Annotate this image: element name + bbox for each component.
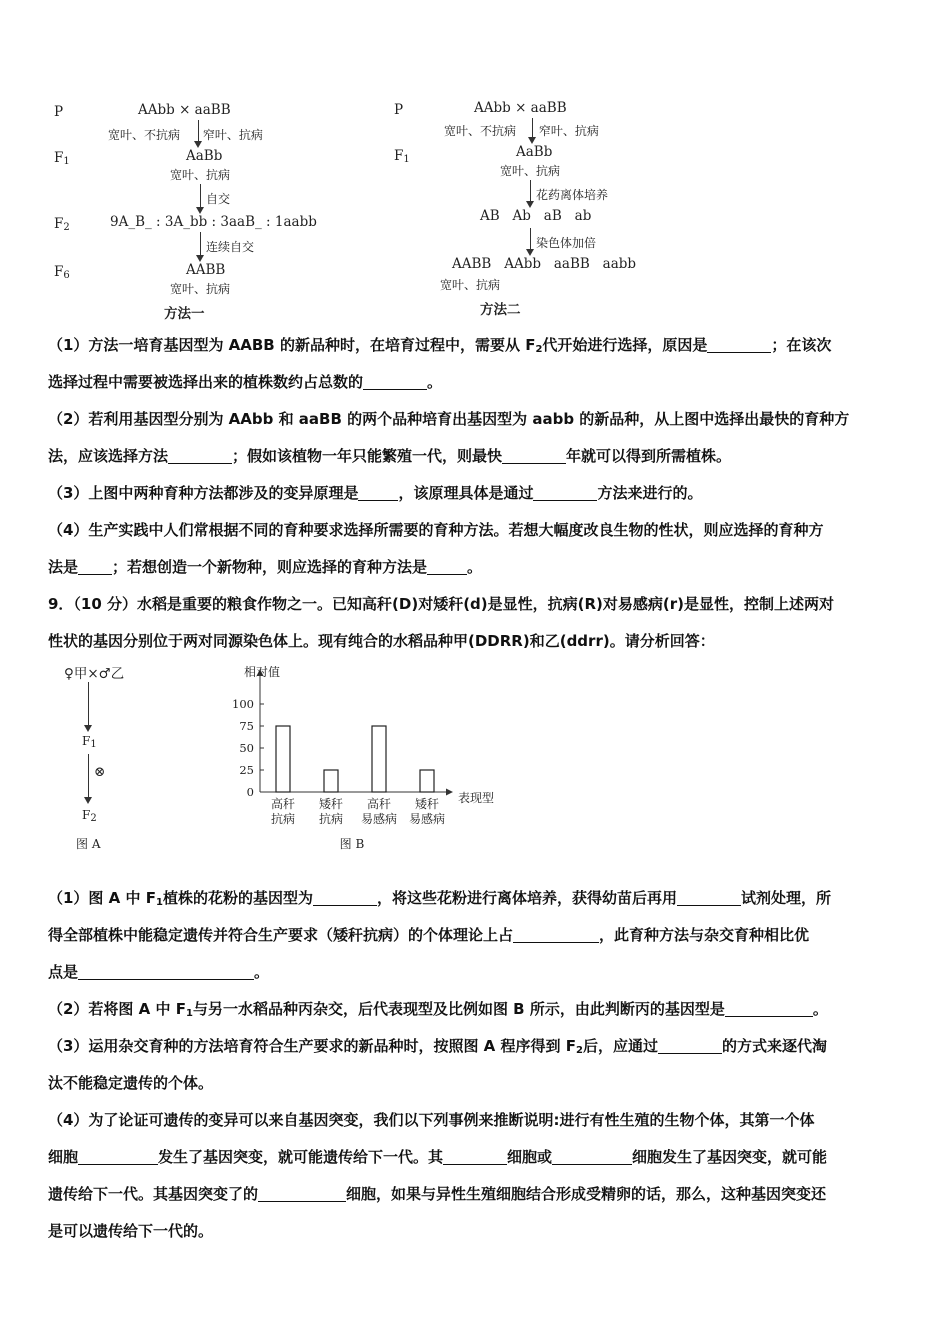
m1-f6-geno: AABB [186, 262, 226, 278]
m2-pheno: 宽叶、抗病 [440, 278, 501, 292]
m1-f6-label: $F_6$ [54, 264, 70, 281]
q9-part1-line2: 得全部植株中能稳定遗传并符合生产要求（矮秆抗病）的个体理论上占 ，此育种方法与杂交育种相比优 [48, 926, 810, 944]
m2-genotypes: AABB AAbb aaBB aabb [452, 256, 637, 272]
y-tick-label: 100 [232, 697, 254, 711]
category-label: 矮秆 [318, 797, 344, 811]
bar [324, 770, 338, 792]
figa-arrow2 [88, 754, 89, 802]
m1-p-cross: AAbb × aaBB [138, 102, 231, 118]
m1-p-label: P [54, 104, 64, 120]
q9-blank10[interactable] [258, 1185, 346, 1202]
q8-blank6[interactable] [533, 484, 597, 501]
selfing-symbol-icon: ⊗ [94, 764, 106, 780]
figure-b-caption: 图 B [339, 837, 365, 851]
q9-blank9[interactable] [552, 1148, 632, 1165]
q9-part4-line4: 是可以遗传给下一代的。 [48, 1222, 214, 1240]
category-label: 抗病 [270, 812, 296, 826]
bar [276, 726, 290, 792]
q9-blank5[interactable] [725, 1000, 813, 1017]
q9-intro-line2: 性状的基因分别位于两对同源染色体上。现有纯合的水稻品种甲(DDRR)和乙(ddrr)。请分析回答： [48, 632, 715, 650]
q8-part4-line1: （4）生产实践中人们常根据不同的育种要求选择所需要的育种方法。若想大幅度改良生物的性状，则应选择的育种方 [48, 521, 824, 539]
q8-part3: （3）上图中两种育种方法都涉及的变异原理是 ，该原理具体是通过 方法来进行的。 [48, 484, 703, 502]
q9-part3-line1: （3）运用杂交育种的方法培育符合生产要求的新品种时，按照图 A 程序得到 $F_2$后，应通过 的方式来逐代淘 [48, 1037, 827, 1056]
method2-diagram [390, 96, 690, 328]
m1-f2-label: $F_2$ [54, 216, 70, 233]
figure-a [64, 660, 184, 855]
q9-blank1[interactable] [313, 889, 377, 906]
q8-blank3[interactable] [168, 447, 232, 464]
category-label: 易感病 [360, 812, 398, 826]
x-axis-arrow-icon [446, 789, 453, 796]
q8-blank7[interactable] [78, 558, 112, 575]
question9 [48, 880, 908, 1250]
m1-step1: 自交 [206, 192, 231, 206]
category-label: 抗病 [318, 812, 344, 826]
m2-p-label: P [394, 102, 404, 118]
q8-part2-line2: 法，应该选择方法 ；假如该植物一年只能繁殖一代，则最快 年就可以得到所需植株。 [48, 447, 732, 465]
bar [372, 726, 386, 792]
m2-f1-label: $F_1$ [394, 148, 410, 165]
m2-p-pheno: 宽叶、不抗病 窄叶、抗病 [444, 124, 599, 138]
q9-blank7[interactable] [78, 1148, 158, 1165]
y-tick-label: 25 [239, 763, 254, 777]
q8-blank8[interactable] [427, 558, 467, 575]
question8 [48, 327, 908, 660]
q8-blank2[interactable] [363, 373, 427, 390]
q9-part4-line3: 遗传给下一代。其基因突变了的 细胞，如果与异性生殖细胞结合形成受精卵的话，那么，这种基因突变还 [48, 1185, 827, 1203]
m1-f1-geno: AaBb [186, 148, 223, 164]
q9-part4-line1: （4）为了论证可遗传的变异可以来自基因突变，我们以下列事例来推断说明:进行有性生殖的生物个体，其第一个体 [48, 1111, 815, 1129]
m2-step1: 花药离体培养 [536, 188, 609, 202]
m2-gametes: AB Ab aB ab [480, 208, 592, 224]
y-tick-label: 75 [239, 719, 254, 733]
m1-caption: 方法一 [164, 306, 205, 322]
q9-blank8[interactable] [443, 1148, 507, 1165]
figure-b-chart [220, 660, 520, 860]
y-axis-label: 相对值 [244, 665, 281, 679]
figa-f2: $F_2$ [82, 808, 97, 824]
q9-blank3[interactable] [513, 926, 599, 943]
m2-step2: 染色体加倍 [536, 236, 597, 250]
m1-f6-pheno: 宽叶、抗病 [170, 282, 231, 296]
q9-intro-line1: 9．（10 分）水稻是重要的粮食作物之一。已知高秆(D)对矮秆(d)是显性，抗病(R)对易感病(r)是显性，控制上述两对 [48, 595, 835, 613]
q9-part1-line3: 点是 。 [48, 963, 270, 981]
y-tick-label: 50 [239, 741, 254, 755]
q9-blank2[interactable] [677, 889, 741, 906]
m1-f2-ratio: 9A_B_ : 3A_bb : 3aaB_ : 1aabb [110, 214, 317, 230]
m1-f1-pheno: 宽叶、抗病 [170, 168, 231, 182]
m2-arrow-anther [530, 180, 531, 206]
m1-step2: 连续自交 [206, 240, 255, 254]
m1-f1-label: $F_1$ [54, 150, 70, 167]
y-tick-label: 0 [246, 785, 254, 799]
q9-blank6[interactable] [658, 1037, 722, 1054]
category-label: 高秆 [366, 797, 392, 811]
m1-arrow-selfing [200, 184, 201, 212]
q8-part4-line2: 法是 ；若想创造一个新物种，则应选择的育种方法是 。 [48, 558, 483, 576]
q8-blank5[interactable] [358, 484, 398, 501]
figa-caption: 图 A [76, 837, 101, 851]
m2-f1-pheno: 宽叶、抗病 [500, 164, 561, 178]
q8-blank4[interactable] [502, 447, 566, 464]
q9-blank4[interactable] [78, 963, 254, 980]
q9-part1-line1: （1）图 A 中 $F_1$植株的花粉的基因型为 ，将这些花粉进行离体培养，获得幼苗后再用 试剂处理，所 [48, 889, 831, 908]
category-label: 矮秆 [414, 797, 440, 811]
m2-p-cross: AAbb × aaBB [474, 100, 567, 116]
q8-part1-line2: 选择过程中需要被选择出来的植株数约占总数的 。 [48, 373, 443, 391]
method1-diagram [50, 98, 350, 328]
m1-p-pheno: 宽叶、不抗病 窄叶、抗病 [108, 128, 263, 142]
category-label: 高秆 [270, 797, 296, 811]
q9-part2: （2）若将图 A 中 $F_1$与另一水稻品种丙杂交，后代表现型及比例如图 B 所示，由此判断丙的基因型是 。 [48, 1000, 828, 1019]
m2-f1-geno: AaBb [516, 144, 553, 160]
category-label: 易感病 [408, 812, 446, 826]
figa-arrow1 [88, 682, 89, 730]
bar [420, 770, 434, 792]
figa-f1: $F_1$ [82, 734, 97, 750]
x-axis-label: 表现型 [458, 791, 495, 805]
m2-caption: 方法二 [480, 302, 521, 318]
m1-arrow-continuous [200, 232, 201, 260]
q8-part2-line1: （2）若利用基因型分别为 AAbb 和 aaBB 的两个品种培育出基因型为 aabb 的新品种，从上图中选择出最快的育种方 [48, 410, 850, 428]
figa-cross: ♀甲×♂乙 [64, 666, 125, 682]
q8-blank1[interactable] [707, 336, 771, 353]
m2-arrow-doubling [530, 228, 531, 254]
q8-part1-line1: （1）方法一培育基因型为 AABB 的新品种时，在培育过程中，需要从 $F_2$代开始进行选择，原因是 ；在该次 [48, 336, 832, 355]
q9-part3-line2: 汰不能稳定遗传的个体。 [48, 1074, 214, 1092]
q9-part4-line2: 细胞 发生了基因突变，就可能遗传给下一代。其 细胞或 细胞发生了基因突变，就可能 [48, 1148, 828, 1166]
